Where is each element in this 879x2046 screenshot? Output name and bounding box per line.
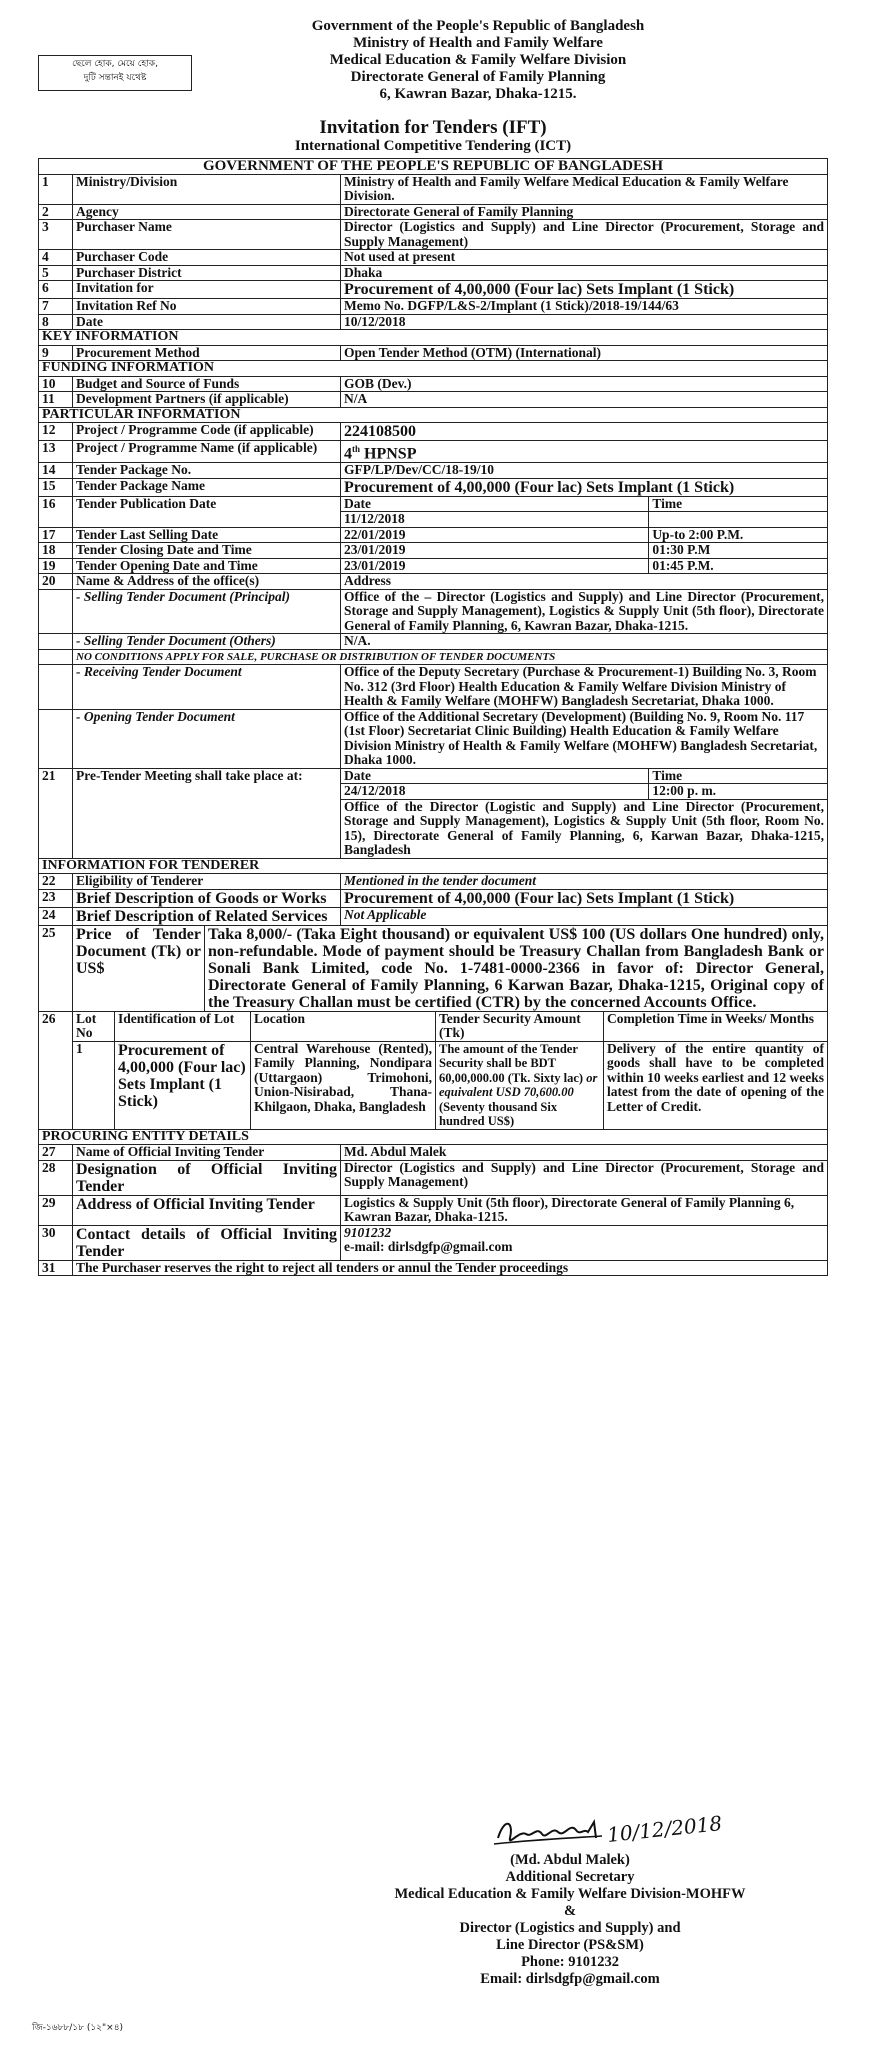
meeting-date: 24/12/2018: [341, 784, 649, 800]
selling-time: Up-to 2:00 P.M.: [652, 526, 744, 542]
row-value: 10/12/2018: [341, 314, 828, 330]
row-number: 24: [39, 907, 73, 925]
signatory-line: Director (Logistics and Supply) and: [459, 1920, 681, 1936]
signatory-line: Line Director (PS&SM): [496, 1937, 644, 1953]
row-label: Invitation Ref No: [73, 299, 341, 315]
row-value: Not used at present: [341, 250, 828, 266]
slogan-line-2: দুটি সন্তানই যথেষ্ট: [83, 73, 147, 83]
signatory-block: [340, 1852, 800, 1988]
method-scope: (International): [515, 344, 602, 360]
row-value: Mentioned in the tender document: [341, 874, 828, 890]
row-label: Purchaser Name: [73, 220, 341, 250]
letterhead-line: Medical Education & Family Welfare Division: [329, 52, 627, 68]
security-heading: Tender Security Amount (Tk): [436, 1011, 604, 1041]
row-number: 3: [39, 220, 73, 250]
row-number: 19: [39, 558, 73, 574]
row-number: 16: [39, 496, 73, 527]
row-value: N/A.: [341, 634, 828, 650]
row-value: Office of the – Director (Logistics and Supply) and Line Director (Procurement, Storage and Supply Management), Logistics & Supply Unit (5th floor), Directorate General of Family Planning, 6, Kawran Bazar, Dhaka-1215.: [341, 589, 828, 634]
row-number: 15: [39, 478, 73, 496]
table-row: [39, 376, 828, 392]
row-label: Invitation for: [73, 281, 341, 299]
row-number: 20: [39, 574, 73, 590]
row-number: 9: [39, 345, 73, 361]
tender-table-price: [38, 925, 828, 1012]
table-row: [39, 543, 828, 559]
table-row: [39, 634, 828, 650]
table-row: [39, 665, 828, 710]
table-row: [39, 496, 828, 527]
table-row: [39, 423, 828, 441]
row-label: Tender Publication Date: [73, 496, 341, 527]
table-row: [39, 174, 828, 204]
row-label: Procurement Method: [73, 345, 341, 361]
lot-completion: Delivery of the entire quantity of goods shall have to be completed within 10 weeks earliest and 12 weeks latest from the date of opening of the Letter of Credit.: [604, 1041, 828, 1129]
letterhead-line: 6, Kawran Bazar, Dhaka-1215.: [379, 86, 577, 102]
row-value: Ministry of Health and Family Welfare Medical Education & Family Welfare Division.: [341, 174, 828, 204]
row-label: Name & Address of the office(s): [73, 574, 341, 590]
row-number: 31: [39, 1260, 73, 1276]
row-label: Budget and Source of Funds: [73, 376, 341, 392]
publication-date: 11/12/2018: [341, 512, 649, 527]
row-label: Eligibility of Tenderer: [73, 874, 341, 890]
tender-notice: [38, 18, 828, 1276]
row-number: 29: [39, 1195, 73, 1225]
row-number: 10: [39, 376, 73, 392]
row-label: Development Partners (if applicable): [73, 392, 341, 408]
row-label: - Receiving Tender Document: [73, 665, 341, 710]
completion-heading: Completion Time in Weeks/ Months: [604, 1011, 828, 1041]
date-time-cell: [341, 543, 828, 559]
row-label: Project / Programme Name (if applicable): [73, 441, 341, 463]
table-row: [39, 558, 828, 574]
row-value: Logistics & Supply Unit (5th floor), Directorate General of Family Planning 6, Kawran Bazar, Dhaka-1215.: [341, 1195, 828, 1225]
row-number: 6: [39, 281, 73, 299]
row-label: Brief Description of Goods or Works: [73, 889, 341, 907]
row-number-empty: [39, 665, 73, 710]
programme-ordinal: th: [352, 444, 361, 454]
security-usd: or equivalent USD 70,600.00: [439, 1070, 598, 1100]
row-label: Contact details of Official Inviting Tender: [73, 1225, 341, 1260]
table-row: [39, 925, 828, 1011]
row-number: 25: [39, 925, 73, 1011]
row-value: [341, 345, 828, 361]
selling-date: 22/01/2019: [341, 528, 649, 543]
table-row: [39, 1225, 828, 1260]
row-label: - Opening Tender Document: [73, 709, 341, 768]
row-label: Tender Last Selling Date: [73, 527, 341, 543]
row-value: Office of the Additional Secretary (Development) (Building No. 9, Room No. 117 (1st Floor) Secretariat Clinic Building) Health Education & Family Welfare Division Ministry of Health & Family Welfare (MOHFW) Bangladesh Secretariat, Dhaka 1000.: [341, 709, 828, 768]
table-row: [39, 478, 828, 496]
table-row: [39, 250, 828, 266]
row-number: 23: [39, 889, 73, 907]
row-label: Tender Package No.: [73, 463, 341, 479]
date-time-cell: [341, 558, 828, 574]
row-label: Pre-Tender Meeting shall take place at:: [73, 768, 341, 858]
date-heading: Date: [341, 497, 649, 512]
row-number: 7: [39, 299, 73, 315]
table-row: [39, 1195, 828, 1225]
table-row: [39, 441, 828, 463]
row-label: Tender Closing Date and Time: [73, 543, 341, 559]
signatory-line: Medical Education & Family Welfare Division-MOHFW: [394, 1886, 746, 1902]
table-row: [39, 527, 828, 543]
row-label: Brief Description of Related Services: [73, 907, 341, 925]
table-row: [39, 709, 828, 768]
table-header: GOVERNMENT OF THE PEOPLE'S REPUBLIC OF BANGLADESH: [39, 159, 828, 175]
table-row: [39, 874, 828, 890]
row-label: Address of Official Inviting Tender: [73, 1195, 341, 1225]
table-row: [39, 574, 828, 590]
document-subtitle: International Competitive Tendering (ICT): [294, 138, 572, 154]
table-row: [39, 1260, 828, 1276]
row-value: [341, 441, 828, 463]
security-bdt: The amount of the Tender Security shall be BDT 60,00,000.00 (Tk. Sixty lac): [439, 1041, 584, 1085]
row-label: Date: [73, 314, 341, 330]
table-row: [39, 889, 828, 907]
table-row: [39, 463, 828, 479]
section-heading: PROCURING ENTITY DETAILS: [39, 1129, 828, 1145]
row-label: Tender Opening Date and Time: [73, 558, 341, 574]
row-number-empty: [39, 709, 73, 768]
contact-phone: 9101232: [344, 1224, 392, 1240]
lot-location: Central Warehouse (Rented), Family Planning, Nondipara (Uttargaon) Trimohoni, Union-Nisirabad, Thana-Khilgaon, Dhaka, Bangladesh: [251, 1041, 436, 1129]
lot-row: [39, 1041, 828, 1129]
row-number: 28: [39, 1160, 73, 1195]
row-number: 13: [39, 441, 73, 463]
tender-table: [38, 158, 828, 926]
row-label: Tender Package Name: [73, 478, 341, 496]
row-value: Not Applicable: [341, 907, 828, 925]
table-row: [39, 1160, 828, 1195]
table-row: [39, 392, 828, 408]
table-row: [39, 345, 828, 361]
date-time-cell: [341, 496, 828, 527]
section-heading: PARTICULAR INFORMATION: [39, 407, 828, 423]
programme-name: HPNSP: [360, 445, 417, 463]
row-number: 21: [39, 768, 73, 858]
section-heading: FUNDING INFORMATION: [39, 361, 828, 377]
lot-security: [436, 1041, 604, 1129]
section-heading: KEY INFORMATION: [39, 330, 828, 346]
meeting-table: [341, 769, 827, 858]
row-label: - Selling Tender Document (Others): [73, 634, 341, 650]
lot-no-heading: Lot No: [73, 1011, 115, 1041]
reservation-statement: The Purchaser reserves the right to reject all tenders or annul the Tender proceedings: [73, 1260, 828, 1276]
time-heading: Time: [649, 497, 827, 512]
row-value: Memo No. DGFP/L&S-2/Implant (1 Stick)/2018-19/144/63: [341, 299, 828, 315]
row-value: Director (Logistics and Supply) and Line Director (Procurement, Storage and Supply Management): [341, 220, 828, 250]
lot-heading-row: [39, 1011, 828, 1041]
meeting-venue: Office of the Director (Logistic and Supply) and Line Director (Procurement, Storage and Supply Management), Logistics & Supply Unit (5th floor, Room No. 15), Directorate General of Family Planning, 6, Karwan Bazar, Dhaka-1215, Bangladesh: [344, 798, 824, 858]
table-row: [39, 768, 828, 858]
closing-time: 01:30 P.M: [652, 542, 711, 558]
lot-number: 1: [73, 1041, 115, 1129]
table-row: [39, 265, 828, 281]
row-number: 8: [39, 314, 73, 330]
signatory-line: Additional Secretary: [505, 1869, 635, 1885]
row-label: Purchaser District: [73, 265, 341, 281]
signatory-line: (Md. Abdul Malek): [510, 1852, 630, 1868]
row-value: GFP/LP/Dev/CC/18-19/10: [341, 463, 828, 479]
row-number-empty: [39, 589, 73, 634]
table-row: [39, 281, 828, 299]
row-number: 5: [39, 265, 73, 281]
row-value: 224108500: [341, 423, 828, 441]
row-number: 4: [39, 250, 73, 266]
date-time-table: [341, 497, 827, 527]
closing-date: 23/01/2019: [341, 543, 649, 558]
row-number: 30: [39, 1225, 73, 1260]
no-conditions-note: NO CONDITIONS APPLY FOR SALE, PURCHASE OR DISTRIBUTION OF TENDER DOCUMENTS: [73, 649, 828, 665]
row-number: 12: [39, 423, 73, 441]
slogan-line-1: ছেলে হোক, মেয়ে হোক,: [72, 59, 158, 69]
row-number: 27: [39, 1145, 73, 1161]
row-number: 14: [39, 463, 73, 479]
row-value: GOB (Dev.): [341, 376, 828, 392]
publication-time: [649, 512, 827, 527]
row-number: 2: [39, 204, 73, 220]
row-number: 26: [39, 1011, 73, 1129]
row-value: Dhaka: [341, 265, 828, 281]
identification-heading: Identification of Lot: [115, 1011, 251, 1041]
programme-number: 4: [344, 445, 352, 463]
letterhead-line: Government of the People's Republic of Bangladesh: [311, 18, 645, 34]
row-number: 1: [39, 174, 73, 204]
tender-table-entity: [38, 1129, 828, 1277]
letterhead: [38, 18, 828, 103]
time-heading: Time: [649, 769, 827, 784]
signature-date: 10/12/2018: [606, 1811, 724, 1847]
contact-email: e-mail: dirlsdgfp@gmail.com: [344, 1239, 513, 1255]
print-code: জি-১৬৮৮/১৮ (১২"×৪): [32, 2023, 124, 2033]
lot-identification: Procurement of 4,00,000 (Four lac) Sets Implant (1 Stick): [115, 1041, 251, 1129]
row-label: Purchaser Code: [73, 250, 341, 266]
letterhead-line: Directorate General of Family Planning: [350, 69, 606, 85]
row-number-empty: [39, 634, 73, 650]
table-row: [39, 649, 828, 665]
row-label: - Selling Tender Document (Principal): [73, 589, 341, 634]
row-value: Office of the Deputy Secretary (Purchase & Procurement-1) Building No. 3, Room No. 312 (3rd Floor) Health Education & Family Welfare Division Ministry of Health & Family Welfare (MOHFW) Bangladesh Secretariat, Dhaka 1000.: [341, 665, 828, 710]
security-usd-words: (Seventy thousand Six hundred US$): [439, 1099, 558, 1129]
row-label: Name of Official Inviting Tender: [73, 1145, 341, 1161]
row-label: Agency: [73, 204, 341, 220]
meeting-cell: [341, 768, 828, 858]
row-label: Price of Tender Document (Tk) or US$: [73, 925, 205, 1011]
table-row: [39, 589, 828, 634]
opening-date: 23/01/2019: [341, 559, 649, 574]
row-value: Procurement of 4,00,000 (Four lac) Sets Implant (1 Stick): [341, 478, 828, 496]
opening-time: 01:45 P.M.: [652, 557, 714, 573]
row-number: 11: [39, 392, 73, 408]
row-value: Taka 8,000/- (Taka Eight thousand) or equivalent US$ 100 (US dollars One hundred) only, non-refundable. Mode of payment should be Treasury Challan from Bangladesh Bank or Sonali Bank Limited, code No. 1-7481-0000-2366 in favor of: Director General, Directorate General of Family Planning, 6 Karwan Bazar, Dhaka-1215, Original copy of the Treasury Challan must be certified (CTR) by the concerned Accounts Office.: [205, 925, 828, 1011]
row-value: Director (Logistics and Supply) and Line Director (Procurement, Storage and Supply Management): [341, 1160, 828, 1195]
meeting-time: 12:00 p. m.: [649, 784, 827, 800]
row-value: Procurement of 4,00,000 (Four lac) Sets Implant (1 Stick): [341, 281, 828, 299]
row-value: Md. Abdul Malek: [341, 1145, 828, 1161]
row-number: 18: [39, 543, 73, 559]
method-text: Open Tender Method (OTM): [344, 344, 513, 360]
handwritten-signature: [490, 1808, 730, 1854]
section-heading: INFORMATION FOR TENDERER: [39, 858, 828, 874]
row-value: N/A: [341, 392, 828, 408]
row-value: Directorate General of Family Planning: [341, 204, 828, 220]
row-value: Procurement of 4,00,000 (Four lac) Sets Implant (1 Stick): [341, 889, 828, 907]
row-label: Designation of Official Inviting Tender: [73, 1160, 341, 1195]
signatory-line: Phone: 9101232: [521, 1954, 619, 1970]
date-time-cell: [341, 527, 828, 543]
table-row: [39, 1145, 828, 1161]
signatory-line: &: [563, 1903, 577, 1919]
row-number: 22: [39, 874, 73, 890]
letterhead-line: Ministry of Health and Family Welfare: [353, 35, 603, 51]
row-value: [341, 1225, 828, 1260]
lot-table: [38, 1011, 828, 1130]
table-row: [39, 299, 828, 315]
table-row: [39, 204, 828, 220]
row-label: Ministry/Division: [73, 174, 341, 204]
row-value: Address: [341, 574, 828, 590]
table-row: [39, 220, 828, 250]
table-row: [39, 907, 828, 925]
location-heading: Location: [251, 1011, 436, 1041]
row-number: 17: [39, 527, 73, 543]
table-row: [39, 314, 828, 330]
row-label: Project / Programme Code (if applicable): [73, 423, 341, 441]
row-number-empty: [39, 649, 73, 665]
document-title: Invitation for Tenders (IFT): [319, 117, 547, 138]
date-heading: Date: [341, 769, 649, 784]
signatory-line: Email: dirlsdgfp@gmail.com: [480, 1971, 660, 1987]
